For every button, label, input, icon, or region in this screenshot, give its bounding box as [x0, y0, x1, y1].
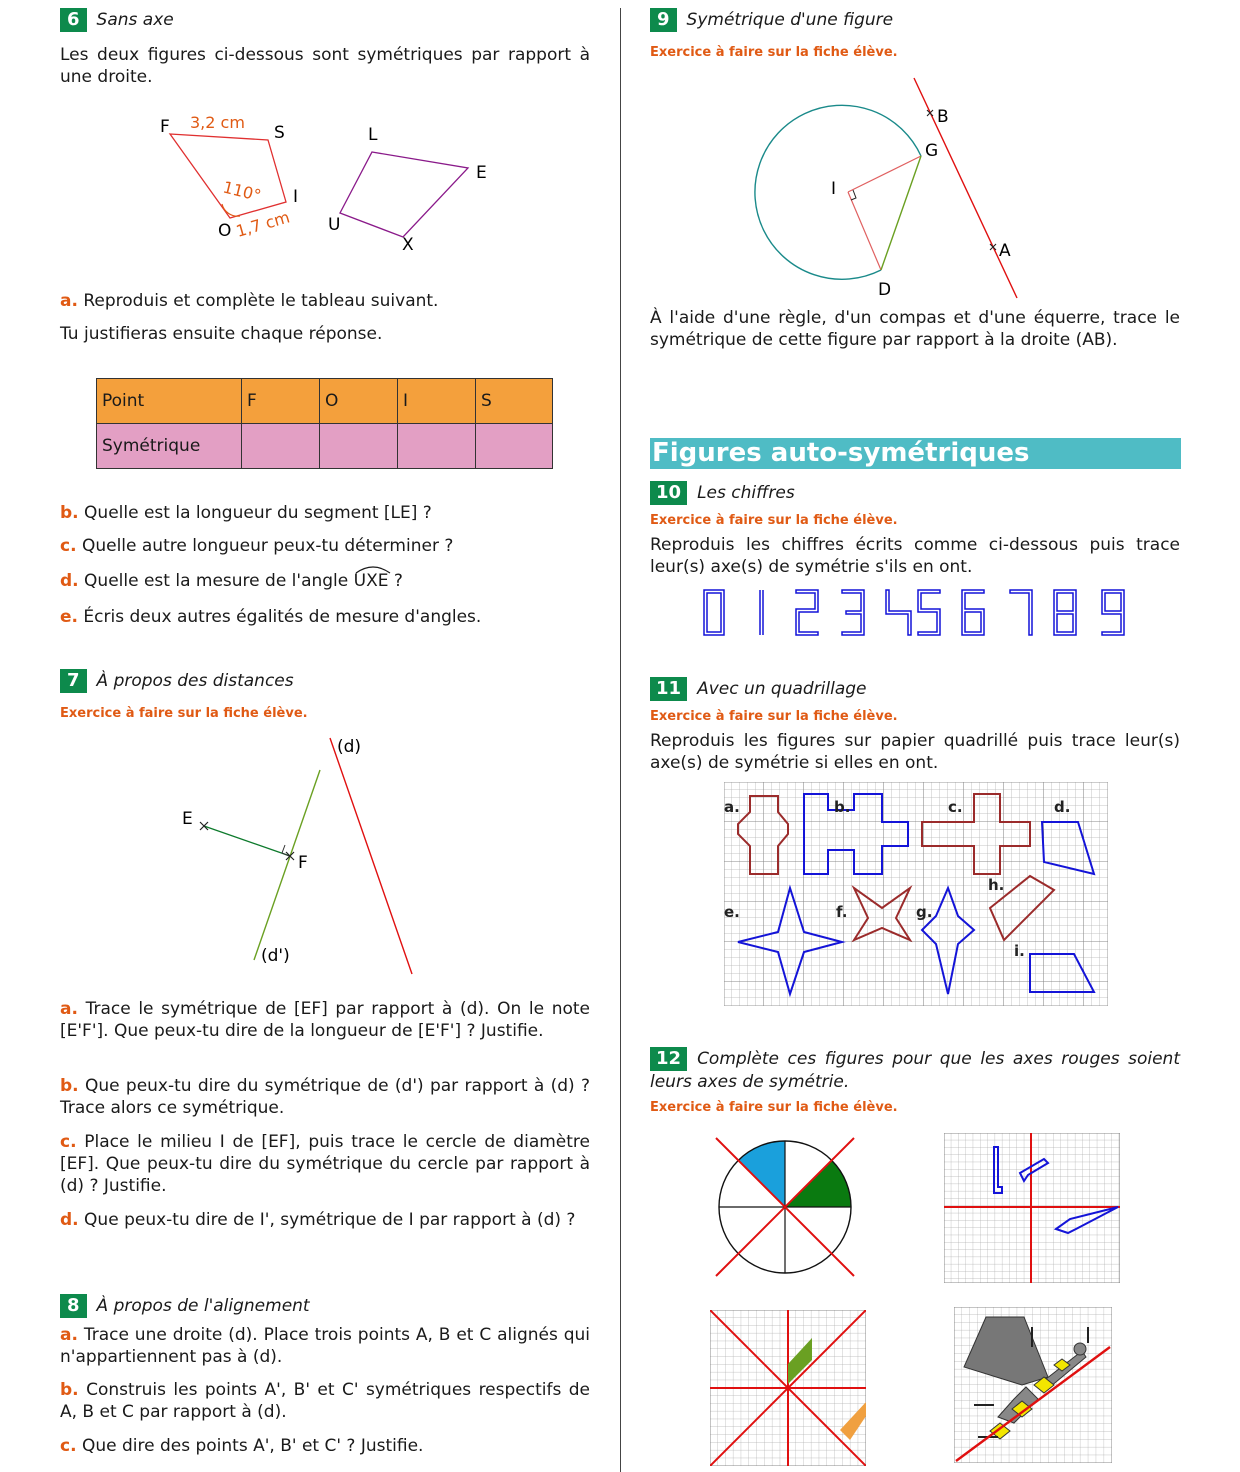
label-G: G [925, 141, 939, 161]
ex7-question-a: a. Trace le symétrique de [EF] par rapport à (d). On le note [E'F']. Que peux-tu dire de la longueur de [E'F'] ? Justifie. [60, 999, 590, 1041]
digit-8 [1054, 590, 1076, 635]
ex10-subtitle: Exercice à faire sur la fiche élève. [650, 513, 898, 528]
quad-leux [340, 152, 468, 237]
ex7-question-b: b. Que peux-tu dire du symétrique de (d') par rapport à (d) ? Trace alors ce symétrique. [60, 1076, 590, 1118]
ex12-title: Complète ces figures pour que les axes rouges soient leurs axes de symétrie. [650, 1049, 1180, 1092]
table-symetrique-label: Symétrique [97, 424, 242, 469]
label-S: S [274, 123, 285, 143]
ex7-question-c: c. Place le milieu I de [EF], puis trace le cercle de diamètre [EF]. Que peux-tu dire du symétrique du cercle par rapport à (d) ? Justifie. [60, 1132, 590, 1196]
label-F: F [160, 117, 170, 137]
digit-7 [1010, 590, 1032, 635]
ex7-subtitle: Exercice à faire sur la fiche élève. [60, 706, 308, 721]
ex7-number: 7 [60, 669, 87, 693]
line-AB [914, 78, 1017, 298]
label-f: f. [836, 903, 848, 921]
cross-E [200, 822, 208, 830]
ex8-question-c: c. Que dire des points A', B' et C' ? Justifie. [60, 1436, 424, 1456]
radius-ID [848, 192, 881, 270]
circle-arc [755, 105, 921, 279]
digit-3 [842, 590, 864, 635]
ex12-grid-figure-3 [710, 1310, 866, 1466]
label-I: I [831, 179, 837, 199]
ex7-question-d: d. Que peux-tu dire de I', symétrique de I par rapport à (d) ? [60, 1210, 576, 1230]
ex6-question-b: b. Quelle est la longueur du segment [LE] ? [60, 503, 432, 523]
table-cell[interactable] [242, 424, 320, 469]
ex10-header [650, 481, 795, 505]
label-d: (d) [337, 737, 362, 757]
ex11-text: Reproduis les figures sur papier quadrillé puis trace leur(s) axe(s) de symétrie si elles en ont. [650, 731, 1180, 773]
ex8-header [60, 1294, 310, 1318]
ex12-circle-figure [712, 1134, 858, 1280]
digit-9 [1102, 590, 1124, 635]
label-g: g. [916, 903, 933, 921]
segment-EF [204, 826, 290, 856]
label-e: e. [724, 903, 740, 921]
head [1074, 1343, 1086, 1355]
label-len2: 1,7 cm [233, 207, 292, 241]
ex10-number: 10 [650, 481, 687, 505]
ex9-text: À l'aide d'une règle, d'un compas et d'une équerre, trace le symétrique de cette figure par rapport à la droite (AB). [650, 308, 1180, 350]
label-len1: 3,2 cm [190, 113, 245, 132]
ex12-header [650, 1047, 1180, 1093]
sector-blue [738, 1141, 785, 1207]
ex6-number: 6 [60, 8, 87, 32]
sector-green [785, 1160, 851, 1207]
label-a: a. [724, 798, 740, 816]
ex10-title: Les chiffres [697, 483, 795, 503]
ex11-grid-figure [724, 782, 1108, 1006]
quad-fsio [170, 134, 286, 218]
label-d: d. [1054, 798, 1071, 816]
right-angle-mark [851, 190, 856, 200]
label-c: c. [948, 798, 963, 816]
line-d [330, 738, 412, 974]
ex12-grid-figure-4 [954, 1307, 1112, 1463]
table-cell[interactable] [476, 424, 553, 469]
ex7-figure [170, 730, 430, 980]
table-header-O: O [320, 379, 398, 424]
label-angle: 110° [221, 177, 264, 206]
table-header-point: Point [97, 379, 242, 424]
digit-2 [796, 590, 818, 635]
digit-6 [962, 590, 984, 635]
angle-arc [222, 204, 240, 216]
label-b: b. [834, 798, 851, 816]
digit-0 [704, 590, 724, 635]
line-dprime [254, 770, 320, 960]
ex8-question-a: a. Trace une droite (d). Place trois points A, B et C alignés qui n'appartiennent pas à (d). [60, 1325, 591, 1367]
label-L: L [368, 125, 378, 145]
ex6-table [96, 378, 553, 469]
ex9-title: Symétrique d'une figure [686, 10, 894, 30]
label-E: E [476, 163, 487, 183]
cross-A [990, 244, 996, 250]
table-header-I: I [398, 379, 476, 424]
label-i: i. [1014, 942, 1025, 960]
digit-4 [886, 590, 911, 635]
section-banner: Figures auto-symétriques [650, 438, 1181, 469]
ex9-number: 9 [650, 8, 677, 32]
ex8-question-b: b. Construis les points A', B' et C' symétriques respectifs de A, B et C par rapport à (d). [60, 1380, 591, 1422]
label-I: I [293, 187, 299, 207]
table-cell[interactable] [320, 424, 398, 469]
label-E: E [182, 809, 193, 829]
label-D: D [878, 280, 892, 300]
ex6-question-a: a. Reproduis et complète le tableau suivant. [60, 291, 439, 311]
label-B: B [937, 107, 949, 127]
label-h: h. [988, 876, 1005, 894]
ex9-subtitle: Exercice à faire sur la fiche élève. [650, 45, 898, 60]
ex7-header [60, 669, 294, 693]
ex6-question-c: c. Quelle autre longueur peux-tu déterminer ? [60, 536, 454, 556]
table-header-F: F [242, 379, 320, 424]
ex10-text: Reproduis les chiffres écrits comme ci-dessous puis trace leur(s) axe(s) de symétrie s'ils en ont. [650, 535, 1180, 577]
angle-notation: UXE [354, 570, 389, 592]
label-X: X [402, 235, 414, 255]
ex6-question-e: e. Écris deux autres égalités de mesure d'angles. [60, 607, 482, 627]
ex7-title: À propos des distances [96, 671, 294, 691]
ex6-question-d: d. Quelle est la mesure de l'angle UXE ? [60, 570, 403, 592]
table-header-S: S [476, 379, 553, 424]
ex8-number: 8 [60, 1294, 87, 1318]
digit-1 [760, 590, 763, 635]
digit-5 [918, 590, 940, 635]
ex11-header [650, 677, 867, 701]
label-dprime: (d') [261, 946, 290, 966]
ex12-grid-figure-2 [944, 1133, 1120, 1283]
ex8-title: À propos de l'alignement [96, 1296, 310, 1316]
label-U: U [328, 215, 341, 235]
ex6-title: Sans axe [96, 10, 174, 30]
ex12-subtitle: Exercice à faire sur la fiche élève. [650, 1100, 898, 1115]
ex9-figure [740, 70, 1040, 305]
ex6-intro: Les deux figures ci-dessous sont symétriques par rapport à une droite. [60, 45, 590, 87]
table-cell[interactable] [398, 424, 476, 469]
ex11-title: Avec un quadrillage [697, 679, 867, 699]
ex12-number: 12 [650, 1047, 687, 1071]
label-F: F [298, 853, 308, 873]
ex6-figure [140, 100, 520, 260]
cross-F [286, 852, 294, 860]
ex10-digits [700, 588, 1130, 638]
ex9-header [650, 8, 893, 32]
label-A: A [999, 241, 1011, 261]
ex11-subtitle: Exercice à faire sur la fiche élève. [650, 709, 898, 724]
label-O: O [218, 221, 232, 241]
ex6-header [60, 8, 174, 32]
ex11-number: 11 [650, 677, 687, 701]
column-divider [620, 8, 621, 1472]
ex6-justify: Tu justifieras ensuite chaque réponse. [60, 324, 383, 344]
